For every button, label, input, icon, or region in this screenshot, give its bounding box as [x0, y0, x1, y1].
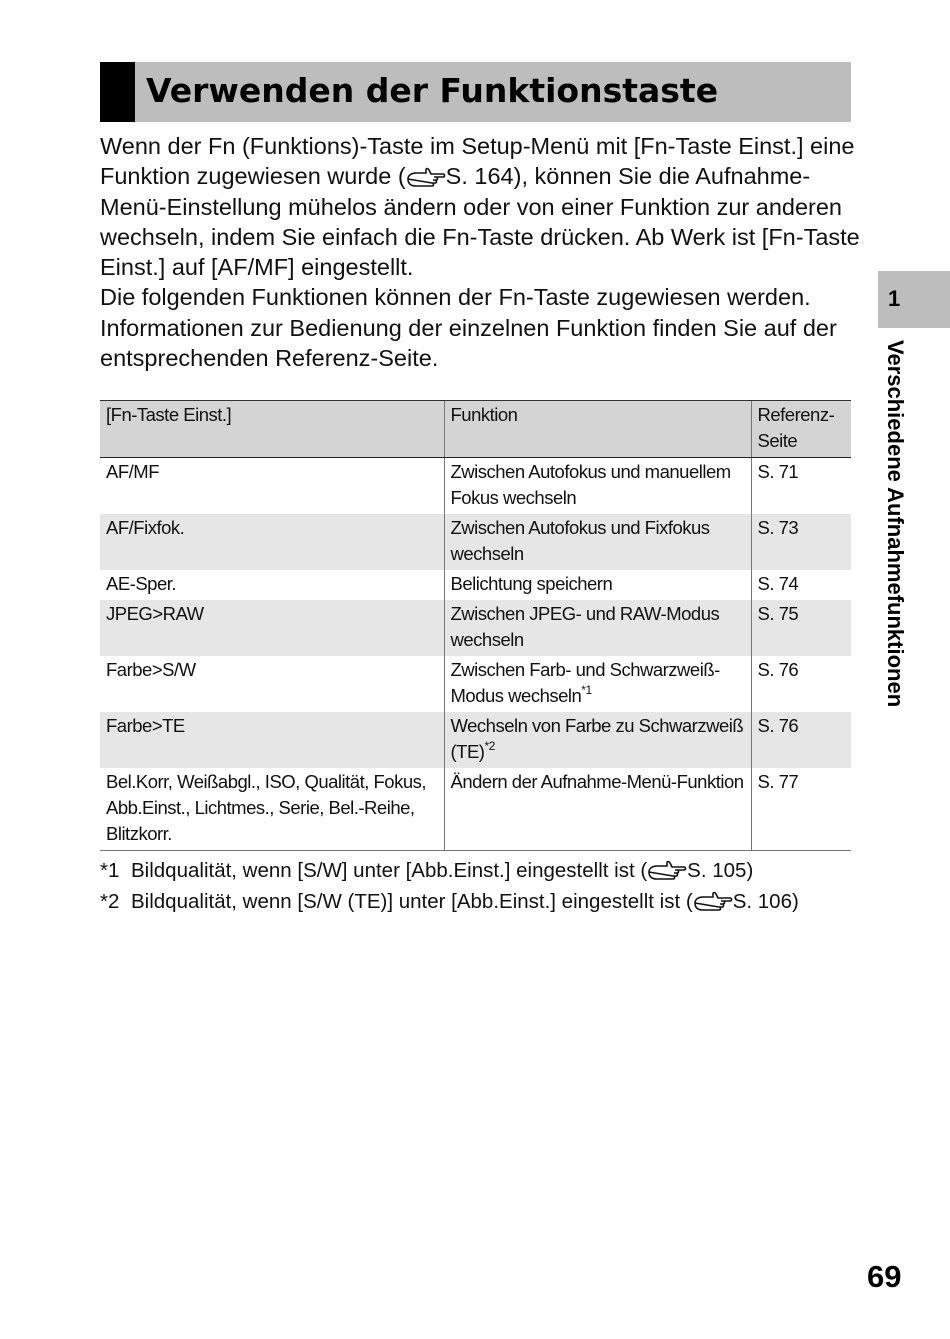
cell-reference: S. 74: [751, 570, 851, 600]
cell-setting: Farbe>S/W: [106, 659, 196, 680]
header-setting: [Fn-Taste Einst.]: [100, 401, 444, 458]
cell-reference: S. 71: [751, 458, 851, 515]
cell-setting: Farbe>TE: [100, 712, 444, 768]
footnote-2: *2 Bildqualität, wenn [S/W (TE)] unter [Abb.Einst.] eingestellt ist ( S. 106): [100, 890, 799, 913]
section-title-bar: [100, 62, 851, 122]
footnote-marker: *2: [484, 739, 495, 753]
cell-reference: S. 75: [751, 600, 851, 656]
cell-function: Zwischen Autofokus und Fixfokus wechseln: [444, 514, 751, 570]
cell-reference: S. 77: [751, 768, 851, 851]
cell-reference: S. 76: [751, 656, 851, 712]
cell-setting: Bel.Korr, Weißabgl., ISO, Qualität, Fokus, Abb.Einst., Lichtmes., Serie, Bel.-Reihe, Blitzkorr.: [100, 768, 444, 851]
cell-function: Zwischen Farb- und Schwarzweiß-Modus wechseln$^{*1}$: [444, 656, 751, 712]
cell-function: Ändern der Aufnahme-Menü-Funktion: [444, 768, 751, 851]
chapter-tab: [878, 271, 950, 328]
chapter-title: Verschiedene Aufnahmefunktionen: [883, 340, 908, 708]
page-title: Verwenden der Funktionstaste: [146, 71, 719, 110]
cell-function: Zwischen JPEG- und RAW-Modus wechseln: [444, 600, 751, 656]
table-row: [100, 768, 851, 851]
table-row: [100, 458, 851, 515]
table-row: [100, 656, 851, 712]
footnote-marker: *1: [581, 683, 592, 697]
table-row: [100, 514, 851, 570]
chapter-number: 1: [888, 286, 901, 311]
footnotes: [100, 855, 860, 917]
table-row: [100, 600, 851, 656]
footnote-1: *1 Bildqualität, wenn [S/W] unter [Abb.Einst.] eingestellt ist ( S. 105): [100, 859, 754, 882]
pointing-hand-icon: [693, 889, 733, 911]
cell-setting: AE-Sper.: [106, 573, 177, 594]
table-row: [100, 570, 851, 600]
pointing-hand-icon: [647, 858, 687, 880]
header-function: Funktion: [444, 401, 751, 458]
intro-paragraph-2: Die folgenden Funktionen können der Fn-Taste zugewiesen werden. Informationen zur Bedienung der einzelnen Funktion finden Sie auf der entsprechenden Referenz-Seite.: [100, 284, 837, 372]
cell-reference: S. 76: [751, 712, 851, 768]
pointing-hand-icon: [406, 165, 446, 187]
cell-setting: JPEG>RAW: [100, 600, 444, 656]
table-header-row: [100, 401, 851, 458]
cell-function: Wechseln von Farbe zu Schwarzweiß (TE)$^{*2}$: [444, 712, 751, 768]
intro-text: [100, 131, 860, 373]
function-table: [100, 400, 851, 851]
cell-function: Belichtung speichern: [444, 570, 751, 600]
page-number: 69: [867, 1259, 902, 1294]
cell-reference: S. 73: [751, 514, 851, 570]
title-marker-block: [100, 62, 135, 122]
table-row: [100, 712, 851, 768]
intro-paragraph-1: Wenn der Fn (Funktions)-Taste im Setup-Menü mit [Fn-Taste Einst.] eine Funktion zugewiesen wurde ( S. 164), können Sie die Aufnahme-Menü-Einstellung mühelos ändern oder von einer Funktion zur anderen wechseln, indem Sie einfach die Fn-Taste drücken. Ab Werk ist [Fn-Taste Einst.] auf [AF/MF] eingestellt.: [100, 133, 860, 281]
cell-setting: AF/Fixfok.: [100, 514, 444, 570]
header-reference: Referenz-Seite: [751, 401, 851, 458]
cell-function: Zwischen Autofokus und manuellem Fokus wechseln: [444, 458, 751, 515]
cell-setting: AF/MF: [106, 461, 159, 482]
